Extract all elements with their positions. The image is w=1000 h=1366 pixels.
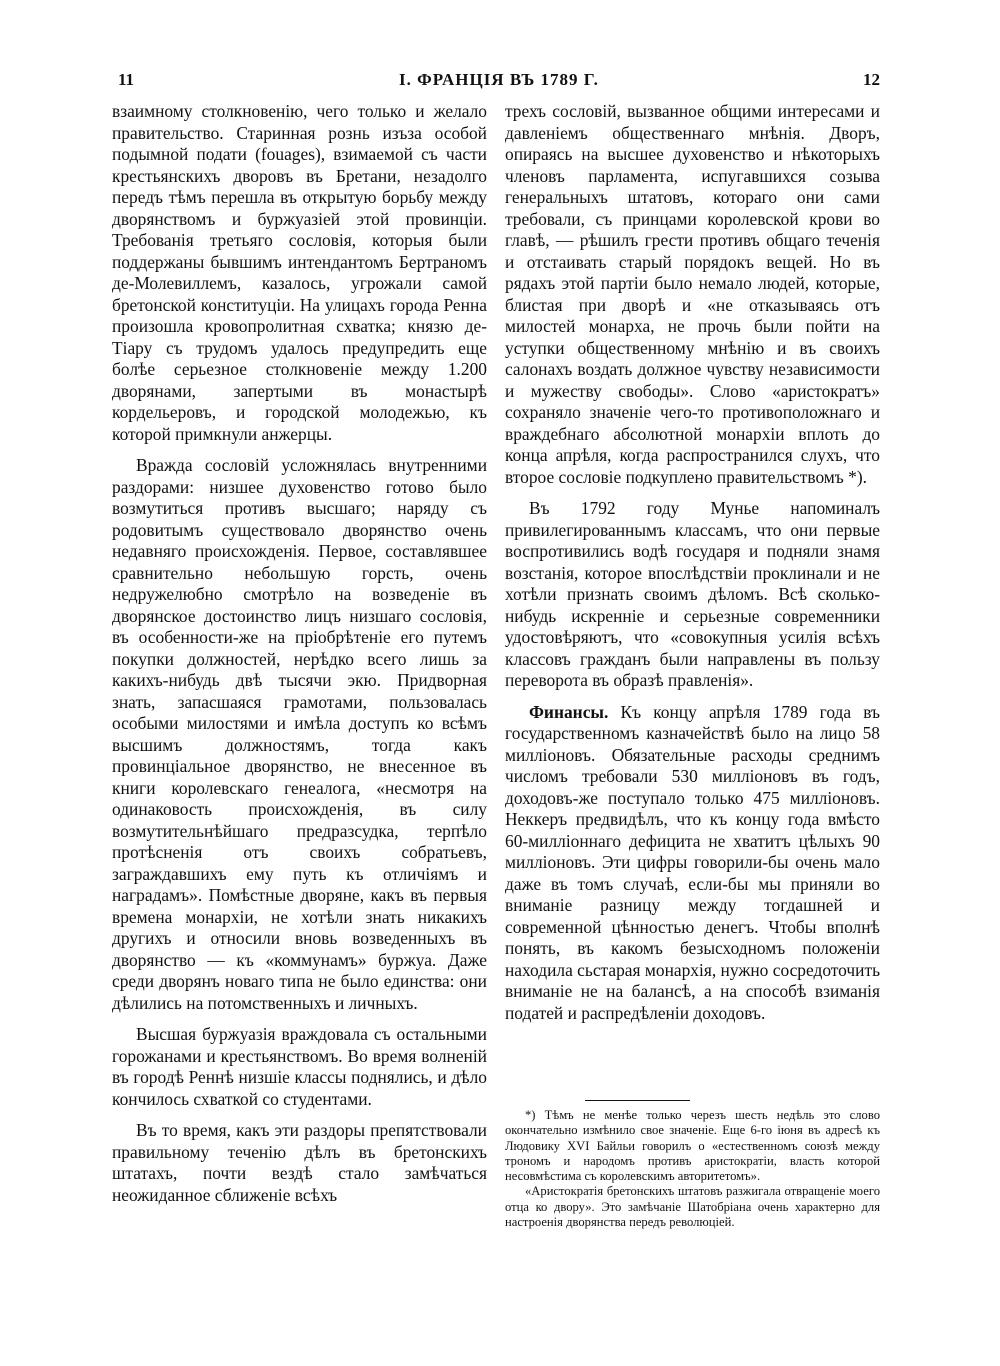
footnote: «Аристократія бретонскихъ штатовъ разжигала отвращеніе моего отца ко двору». Это замѣчаніе Шатобріана очень характерно для настроенія дворянства передъ революціей.	[505, 1184, 880, 1230]
paragraph: Вражда сословій усложнялась внутренними раздорами: низшее духовенство готово было возмутиться противъ высшаго; наряду съ родовитымъ существовало дворянство очень недавняго происхожденія. Первое, составлявшее сравнительно небольшую горсть, очень недружелюбно смотрѣло на возведеніе въ дворянское достоинство лицъ низшаго сословія, въ особенности-же на пріобрѣтеніе его путемъ покупки должностей, нерѣдко всего лишь за какихъ-нибудь двѣ тысячи экю. Придворная знать, запасшаяся грамотами, пользовалась особыми милостями и имѣла доступъ ко всѣмъ высшимъ должностямъ, тогда какъ провинціальное дворянство, не внесенное въ книги королевскаго генеалога, «несмотря на одинаковость происхожденія, въ силу возмутительнѣйшаго предразсудка, терпѣло протѣсненія отъ своихъ собратьевъ, заграждавшихъ ему путь къ отличіямъ и наградамъ». Помѣстные дворяне, какъ въ первыя времена монархіи, не хотѣли знать никакихъ другихъ и относили вновь возведенныхъ въ дворянство — къ «коммунамъ» буржуа. Даже среди дворянъ новаго типа не было единства: они дѣлились на потомственныхъ и личныхъ.	[112, 455, 487, 1013]
page-number-right: 12	[863, 70, 880, 89]
right-column	[505, 101, 880, 1024]
footnote-rule	[585, 1100, 690, 1101]
running-title: I. ФРАНЦІЯ ВЪ 1789 Г.	[399, 70, 599, 89]
footnote: *) Тѣмъ не менѣе только черезъ шесть недѣль это слово окончательно измѣнило свое значеніе. Еще 6-го іюня въ адресѣ къ Людовику XVI Байльи говорилъ о «естественномъ союзѣ между трономъ и народомъ противъ аристократіи, власть которой несовмѣстима съ королевскимъ авторитетомъ».	[505, 1108, 880, 1184]
paragraph: Высшая буржуазія враждовала съ остальными горожанами и крестьянствомъ. Во время волненій въ городѣ Реннѣ низшіе классы поднялись, и дѣло кончилось схваткой со студентами.	[112, 1024, 487, 1109]
left-column	[112, 101, 487, 1206]
section-lead-finances: Финансы.	[529, 701, 609, 722]
paragraph: Въ 1792 году Мунье напоминалъ привилегированнымъ классамъ, что они первые воспротивились водѣ государя и подняли знамя возстанія, которое впослѣдствіи проклинали и не хотѣли признать своимъ дѣломъ. Всѣ сколько-нибудь искренніе и серьезные современники удостовѣряютъ, что «совокупныя усилія всѣхъ классовъ гражданъ были направлены въ пользу переворота въ образѣ правленія».	[505, 498, 880, 690]
page-number-left: 11	[118, 70, 135, 89]
footnotes	[505, 1108, 880, 1230]
paragraph-finances	[505, 702, 880, 1025]
paragraph: Въ то время, какъ эти раздоры препятствовали правильному теченію дѣлъ въ бретонскихъ штатахъ, почти вездѣ стало замѣчаться неожиданное сближеніе всѣхъ	[112, 1120, 487, 1205]
paragraph: трехъ сословій, вызванное общими интересами и давленіемъ общественнаго мнѣнія. Дворъ, опираясь на высшее духовенство и нѣкоторыхъ членовъ парламента, испугавшихся созыва генеральныхъ штатовъ, котораго они сами требовали, съ принцами королевской крови во главѣ, — рѣшилъ грести противъ общаго теченія и отстаивать старый порядокъ вещей. Но въ рядахъ этой партіи было немало людей, которые, блистая при дворѣ и «не отказываясь отъ милостей монарха, не прочь были пойти на уступки общественному мнѣнію и въ своихъ салонахъ воздать должное чувству независимости и мужеству свободы». Слово «аристократъ» сохраняло значеніе чего-то противоположнаго и враждебнаго абсолютной монархіи вплоть до конца апрѣля, когда распространился слухъ, что второе сословіе подкуплено правительствомъ *).	[505, 101, 880, 487]
paragraph-text: Къ концу апрѣля 1789 года въ государственномъ казначействѣ было на лицо 58 милліоновъ. Обязательные расходы среднимъ числомъ требовали 530 милліоновъ въ годъ, доходовъ-же поступало только 475 милліоновъ. Неккеръ предвидѣлъ, что къ концу года вмѣсто 60-милліоннаго дефицита не хватитъ цѣлыхъ 90 милліоновъ. Эти цифры говорили-бы очень мало даже въ томъ случаѣ, если-бы мы приняли во вниманіе разницу между тогдашней и современной цѣнностью денегъ. Чтобы вполнѣ понять, въ какомъ безысходномъ положеніи находила сьстарая монархія, нужно сосредоточить вниманіе не на балансѣ, а на способѣ взиманія податей и распредѣленіи доходовъ.	[505, 701, 880, 1023]
page-header	[118, 70, 880, 92]
paragraph: взаимному столкновенію, чего только и желало правительство. Старинная рознь изъза особой подымной подати (fouages), взимаемой съ части крестьянскихъ дворовъ въ Бретани, незадолго передъ тѣмъ перешла въ открытую борьбу между дворянствомъ и буржуазіей этой провинціи. Требованія третьяго сословія, которыя были поддержаны бывшимъ интендантомъ Бертраномъ де-Молевиллемъ, казалось, угрожали самой бретонской конституціи. На улицахъ города Ренна произошла кровопролитная схватка; князю де-Тіару съ трудомъ удалось предупредить еще болѣе серьезное столкновеніе между 1.200 дворянами, запертыми въ монастырѣ кордельеровъ, и городской молодежью, къ которой примкнули анжерцы.	[112, 101, 487, 444]
